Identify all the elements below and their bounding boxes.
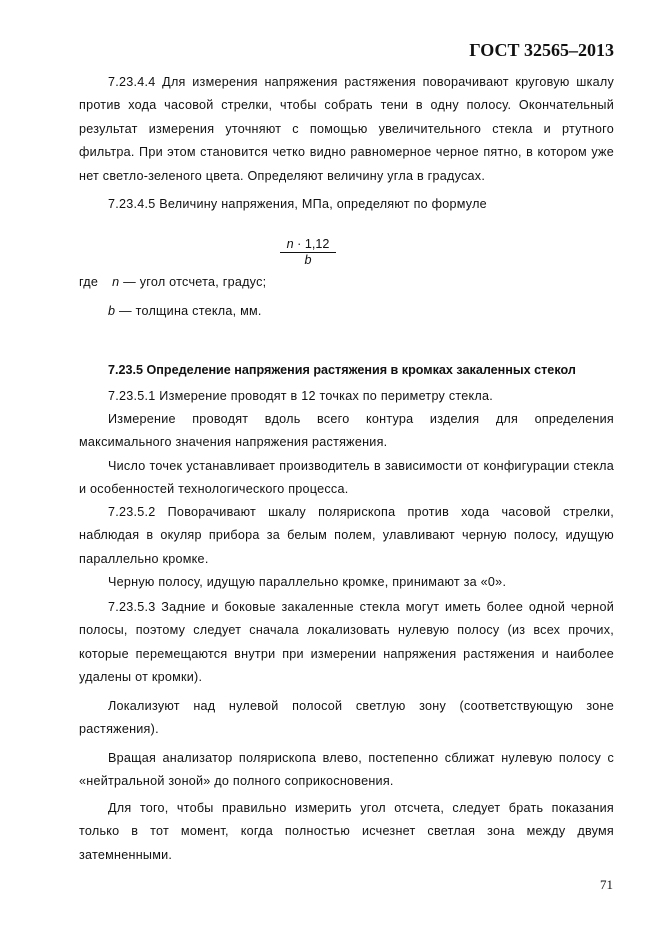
paragraph-7-23-4-4: 7.23.4.4 Для измерения напряжения растяжения поворачивают круговую шкалу против хода часовой стрелки, чтобы собрать тени в одну полосу. Окончательный результат измерения уточняют с помощью увеличительного стекла и ртутного фильтра. При этом становится четко видно равномерное черное пятно, в котором уже нет светло-зеленого цвета. Определяют величину угла в градусах.: [79, 75, 614, 183]
formula: [280, 237, 336, 267]
paragraph-7-23-4-5: 7.23.4.5 Величину напряжения, МПа, определяют по формуле: [108, 197, 487, 211]
paragraph-7-23-5-2: 7.23.5.2 Поворачивают шкалу полярископа против хода часовой стрелки, наблюдая в окуляр прибора за белым полем, улавливают черную полосу, идущую параллельно кромке.: [79, 505, 614, 566]
paragraph: Локализуют над нулевой полосой светлую зону (соответствующую зоне растяжения).: [79, 699, 614, 737]
paragraph: Черную полосу, идущую параллельно кромке, принимают за «0».: [108, 575, 507, 589]
page-number: 71: [600, 877, 613, 892]
formula-denominator: b: [304, 253, 312, 267]
where-b: b — толщина стекла, мм.: [108, 304, 262, 318]
paragraph-7-23-5-1: 7.23.5.1 Измерение проводят в 12 точках по периметру стекла.: [108, 389, 494, 403]
where-n: где n — угол отсчета, градус;: [79, 275, 267, 289]
paragraph: Для того, чтобы правильно измерить угол отсчета, следует брать показания только в тот момент, когда полностью исчезнет светлая зона между двумя затемненными.: [79, 801, 614, 862]
formula-numerator: n · 1,12: [286, 237, 330, 251]
document-header: ГОСТ 32565–2013: [469, 40, 614, 60]
paragraph: Число точек устанавливает производитель в зависимости от конфигурации стекла и особенностей технологического процесса.: [79, 459, 614, 497]
paragraph-7-23-5-3: 7.23.5.3 Задние и боковые закаленные стекла могут иметь более одной черной полосы, поэтому следует сначала локализовать нулевую полосу (из всех прочих, которые перемещаются внутри при измерении напряжения растяжения и наиболее удалены от кромки).: [79, 600, 614, 685]
paragraph: Измерение проводят вдоль всего контура изделия для определения максимального значения напряжения растяжения.: [79, 412, 614, 450]
paragraph: Вращая анализатор полярископа влево, постепенно сближат нулевую полосу с «нейтральной зоной» до полного соприкосновения.: [79, 751, 614, 789]
section-heading: 7.23.5 Определение напряжения растяжения в кромках закаленных стекол: [108, 363, 576, 377]
